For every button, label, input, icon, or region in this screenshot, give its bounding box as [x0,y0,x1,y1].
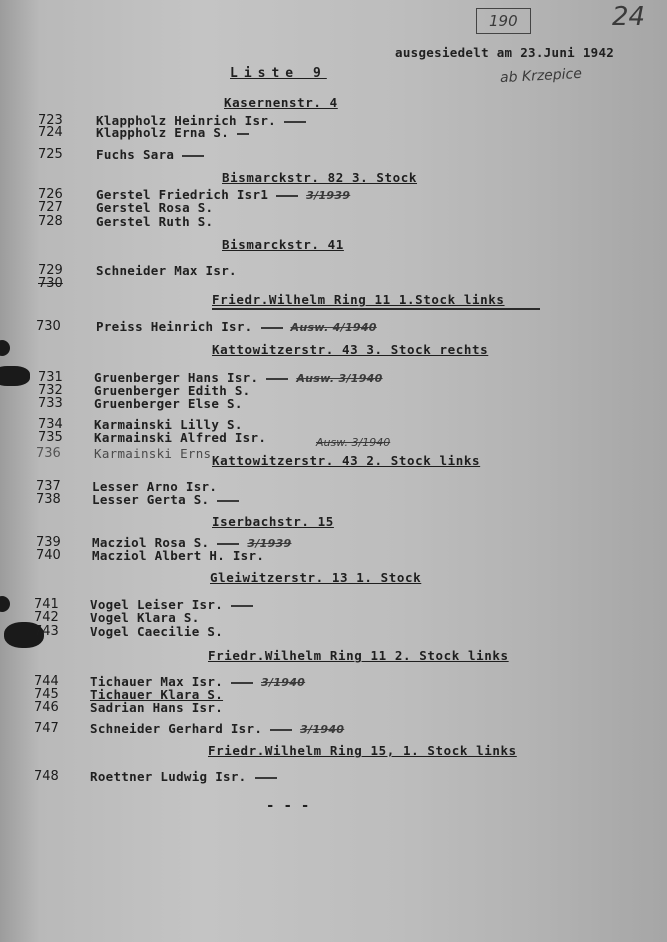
check-mark [266,378,288,380]
entry-name: Roettner Ludwig Isr. [90,769,277,784]
entry-name: Klappholz Heinrich Isr. [96,113,306,128]
entry-number: 747 [34,721,59,736]
address-header: Bismarckstr. 82 3. Stock [222,170,418,185]
entry-number: 745 [34,687,59,702]
entry-name: Macziol Albert H. Isr. [92,548,265,563]
entry-name: Vogel Klara S. [90,610,200,625]
entry-name: Gruenberger Else S. [94,396,243,411]
handwritten-annotation: 3/1940 [261,676,306,689]
entry-name: Gruenberger Edith S. [94,383,251,398]
entry-number: 746 [34,700,59,715]
entry-number: 748 [34,769,59,784]
entry-name: Karmainski Lilly S. [94,417,243,432]
address-header: Kattowitzerstr. 43 3. Stock rechts [212,342,489,357]
entry-name: Tichauer Klara S. [90,687,224,702]
entry-name: Klappholz Erna S. [96,125,249,140]
entry-number: 741 [34,597,59,612]
entry-number: 735 [38,430,63,445]
entry-name: Preiss Heinrich Isr. Ausw. 4/1940 [96,319,377,334]
address-header: Bismarckstr. 41 [222,237,344,252]
entry-number: 734 [38,417,63,432]
entry-number: 732 [38,383,63,398]
entry-name: Karmainski Erns [94,446,212,461]
entry-name: Schneider Max Isr. [96,263,237,278]
header-underline [212,308,540,310]
entry-name: Vogel Caecilie S. [90,624,224,639]
check-mark [182,155,204,157]
deportation-date: ausgesiedelt am 23.Juni 1942 [395,45,615,60]
check-mark [255,777,277,779]
entry-number: 731 [38,370,63,385]
check-mark [217,543,239,545]
entry-number: 737 [36,479,61,494]
entry-number: 733 [38,396,63,411]
handwritten-annotation: Ausw. 3/1940 [296,372,383,385]
check-mark [231,605,253,607]
entry-number: 738 [36,492,61,507]
list-title: Liste 9 [230,66,327,81]
handwritten-annotation: Ausw. 4/1940 [290,321,377,334]
entry-number: 723 [38,113,63,128]
entry-number: 730 [36,319,61,334]
handwritten-annotation: 3/1940 [300,723,345,736]
address-header: Kattowitzerstr. 43 2. Stock links [212,453,481,468]
entry-number: 725 [38,147,63,162]
entry-name: Fuchs Sara [96,147,204,162]
page-number: 24 [612,2,646,32]
entry-number: 744 [34,674,59,689]
entry-number: 726 [38,187,63,202]
entry-name: Gruenberger Hans Isr. Ausw. 3/1940 [94,370,383,385]
page-number-boxed: 190 [476,8,531,34]
entry-number: 729 [38,263,63,278]
entry-name: Gerstel Friedrich Isr1 3/1939 [96,187,351,202]
entry-name: Gerstel Rosa S. [96,200,214,215]
binder-hole-mid [0,366,30,386]
entry-number: 728 [38,214,63,229]
check-mark [284,121,306,123]
address-header: Friedr.Wilhelm Ring 11 2. Stock links [208,648,509,663]
address-header: Iserbachstr. 15 [212,514,334,529]
entry-number-struck: 730 [38,276,63,291]
entry-name: Vogel Leiser Isr. [90,597,253,612]
binder-hole-low [0,596,10,612]
check-mark [231,682,253,684]
check-mark [237,133,249,135]
check-mark [261,327,283,329]
handwritten-note: ab Krzepice [499,65,583,87]
entry-name: Sadrian Hans Isr. [90,700,224,715]
address-header: Friedr.Wilhelm Ring 11 1.Stock links [212,292,505,307]
entry-name: Lesser Gerta S. [92,492,239,507]
entry-number: 743 [34,624,59,639]
entry-number: 736 [36,446,61,461]
entry-number: 742 [34,610,59,625]
entry-number: 724 [38,125,63,140]
address-header: Friedr.Wilhelm Ring 15, 1. Stock links [208,743,517,758]
handwritten-annotation: Ausw. 3/1940 [316,436,391,449]
entry-number: 739 [36,535,61,550]
check-mark [276,195,298,197]
binder-hole-top [0,340,10,356]
list-end-marker: - - - [266,798,310,814]
entry-name: Macziol Rosa S. 3/1939 [92,535,292,550]
check-mark [270,729,292,731]
handwritten-annotation: 3/1939 [247,537,292,550]
entry-name: Tichauer Max Isr. 3/1940 [90,674,306,689]
entry-name: Karmainski Alfred Isr. [94,430,267,445]
entry-name: Schneider Gerhard Isr. 3/1940 [90,721,345,736]
check-mark [217,500,239,502]
handwritten-annotation: 3/1939 [306,189,351,202]
entry-name: Lesser Arno Isr. [92,479,218,494]
address-header: Kasernenstr. 4 [224,95,338,110]
address-header: Gleiwitzerstr. 13 1. Stock [210,570,422,585]
entry-number: 727 [38,200,63,215]
entry-name: Gerstel Ruth S. [96,214,214,229]
entry-number: 740 [36,548,61,563]
